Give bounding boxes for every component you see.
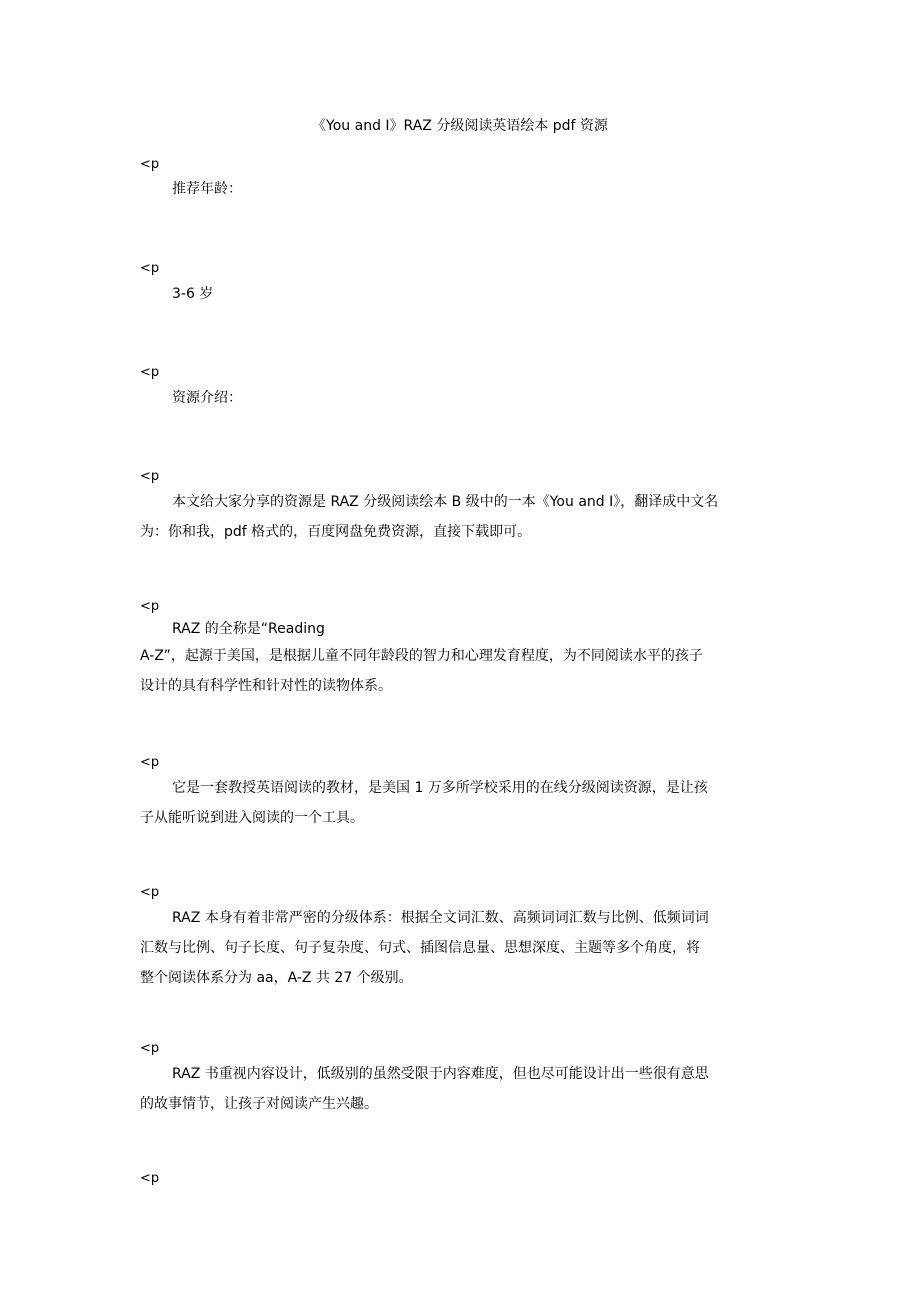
paragraph-recommended-age-label [140,174,780,204]
paragraph-marker: <p [140,157,160,172]
paragraph-marker: <p [140,1171,160,1186]
paragraph-line: 子从能听说到进入阅读的一个工具。 [140,810,364,826]
paragraph-raz-usage [140,773,780,833]
paragraph-line: RAZ 的全称是“Reading [172,621,325,637]
paragraph-line: 设计的具有科学性和针对性的读物体系。 [140,678,392,694]
paragraph-marker: <p [140,1041,160,1056]
paragraph-line: 汇数与比例、句子长度、句子复杂度、句式、插图信息量、思想深度、主题等多个角度，将 [140,940,700,956]
paragraph-line: RAZ 本身有着非常严密的分级体系：根据全文词汇数、高频词词汇数与比例、低频词词 [172,910,709,926]
paragraph-marker: <p [140,885,160,900]
paragraph-raz-definition [140,617,780,701]
paragraph-line: RAZ 书重视内容设计，低级别的虽然受限于内容难度，但也尽可能设计出一些很有意思 [172,1066,709,1082]
paragraph-marker: <p [140,469,160,484]
paragraph-raz-content-design [140,1059,780,1119]
paragraph-marker: <p [140,261,160,276]
paragraph-marker: <p [140,365,160,380]
document-title: 《You and I》RAZ 分级阅读英语绘本 pdf 资源 [312,118,608,134]
paragraph-line: A-Z”，起源于美国，是根据儿童不同年龄段的智力和心理发育程度，为不同阅读水平的孩子 [140,648,703,664]
paragraph-marker: <p [140,599,160,614]
paragraph-line: 资源介绍： [172,390,242,406]
paragraph-line: 整个阅读体系分为 aa，A-Z 共 27 个级别。 [140,970,413,986]
paragraph-resource-description [140,487,780,547]
paragraph-line: 3-6 岁 [172,286,214,302]
paragraph-line: 本文给大家分享的资源是 RAZ 分级阅读绘本 B 级中的一本《You and I》，翻译成中文名 [172,494,719,510]
paragraph-line: 为：你和我，pdf 格式的，百度网盘免费资源，直接下载即可。 [140,524,532,540]
paragraph-raz-levels [140,903,780,993]
paragraph-marker: <p [140,755,160,770]
paragraph-line: 的故事情节，让孩子对阅读产生兴趣。 [140,1096,378,1112]
paragraph-age-value [140,279,780,309]
paragraph-resource-intro-label [140,383,780,413]
paragraph-line: 它是一套教授英语阅读的教材，是美国 1 万多所学校采用的在线分级阅读资源，是让孩 [172,780,708,796]
paragraph-line: 推荐年龄： [172,181,242,197]
